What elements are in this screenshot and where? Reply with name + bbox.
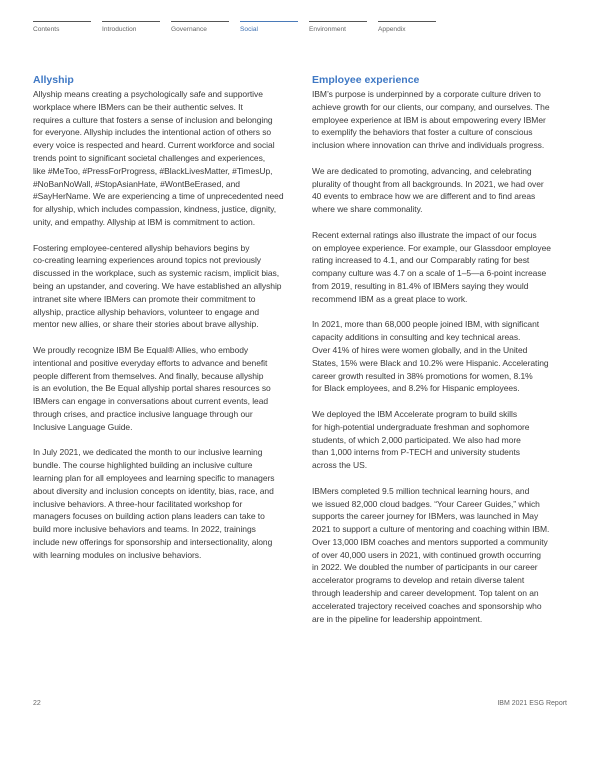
employee-experience-paragraph: In 2021, more than 68,000 people joined IBM, with significant capacity additions in consulting and key technical areas. Over 41% of hires were women globally, and in the United States, 15% were Black and 10.2% were Hispanic. Accelerating career growth resulted in 38% promotions for women, 8.1% for Black employees, and 8.2% for Hispanic employees. xyxy=(312,319,549,394)
employee-experience-section xyxy=(312,73,574,638)
allyship-paragraph: We proudly recognize IBM Be Equal® Allies, who embody intentional and positive everyday efforts to advance and benefit people different from themselves. And finally, because allyship is an evolution, the Be Equal allyship portal shares resources so IBMers can engage in conversations about current events, lead through crises, and practice inclusive language through our Inclusive Language Guide. xyxy=(33,344,271,432)
employee-experience-paragraph: We are dedicated to promoting, advancing, and celebrating plurality of thought from all backgrounds. In 2021, we had over 40 events to embrace how we are different and to find areas where we share commonality. xyxy=(312,165,544,215)
employee-experience-paragraph: IBMers completed 9.5 million technical learning hours, and we issued 82,000 cloud badges. “Your Career Guides,” which supports the career journey for IBMers, was launched in May 2021 to support a culture of mentoring and coaching within IBM. Over 13,000 IBM coaches and mentors supported a community of over 40,000 users in 2021, with continued growth occurring in 2022. We doubled the number of participants in our career accelerator programs to develop and retain diverse talent through leadership and career development. Top talent on an accelerated trajectory received coaches and sponsorship who are in the pipeline for leadership appointment. xyxy=(312,485,550,624)
employee-experience-paragraph: We deployed the IBM Accelerate program to build skills for high-potential undergraduate freshman and sophomore students, of which 2,000 participated. We also had more than 1,000 interns from P-TECH and university students across the US. xyxy=(312,408,530,471)
nav-contents[interactable]: Contents xyxy=(33,21,91,33)
nav-social[interactable]: Social xyxy=(240,21,298,33)
allyship-heading: Allyship xyxy=(33,74,74,86)
employee-experience-paragraph: Recent external ratings also illustrate the impact of our focus on employee experience. For example, our Glassdoor employee rating increased to 4.1, and our Comparably rating for best company culture was 4.7 on a scale of 1–5—a 6-point increase from 2019, resulting in 81.4% of IBMers saying they would recommend IBM as a great place to work. xyxy=(312,229,551,304)
employee-experience-heading: Employee experience xyxy=(312,74,420,86)
allyship-section xyxy=(33,73,305,574)
nav-appendix[interactable]: Appendix xyxy=(378,21,436,33)
section-nav xyxy=(33,21,436,33)
nav-environment[interactable]: Environment xyxy=(309,21,367,33)
allyship-paragraph: Fostering employee-centered allyship behaviors begins by co-creating learning experiences around topics not previously discussed in the workplace, such as systemic racism, implicit bias, being an upstander, and covering. We have established an allyship intranet site where IBMers can promote their commitment to allyship, practice allyship behaviors, volunteer to engage and mentor new allies, or share their stories about brave allyship. xyxy=(33,242,282,330)
allyship-paragraph: In July 2021, we dedicated the month to our inclusive learning bundle. The course highlighted building an inclusive culture learning plan for all employees and learning specific to managers about diversity and inclusion concepts on identity, bias, race, and inclusive behaviors. A three-hour facilitated workshop for managers focuses on building action plans leaders can take to build more inclusive behaviors and teams. In 2022, trainings include new offerings for sponsorship and intersectionality, along with learning modules on inclusive behaviors. xyxy=(33,447,275,560)
page-number: 22 xyxy=(33,700,41,707)
nav-introduction[interactable]: Introduction xyxy=(102,21,160,33)
report-title: IBM 2021 ESG Report xyxy=(497,700,567,707)
allyship-paragraph: Allyship means creating a psychologically safe and supportive workplace where IBMers can be their authentic selves. It requires a culture that fosters a sense of inclusion and belonging for everyone. Allyship includes the intentional action of others so every voice is respected and heard. Current workforce and social trends point to significant societal challenges and experiences, like #MeToo, #PressForProgress, #BlackLivesMatter, #TimesUp, #NoBanNoWall, #StopAsianHate, #WontBeErased, and #SayHerName. We are experiencing a time of unprecedented need for allyship, which includes compassion, kindness, justice, dignity, unity, and empathy. Allyship at IBM is commitment to action. xyxy=(33,89,284,227)
employee-experience-paragraph: IBM’s purpose is underpinned by a corporate culture driven to achieve growth for our clients, our company, and ourselves. The employee experience at IBM is about empowering every IBMer to exemplify the behaviors that foster a culture of conscious inclusion where innovation can thrive and individuals progress. xyxy=(312,89,550,151)
nav-governance[interactable]: Governance xyxy=(171,21,229,33)
